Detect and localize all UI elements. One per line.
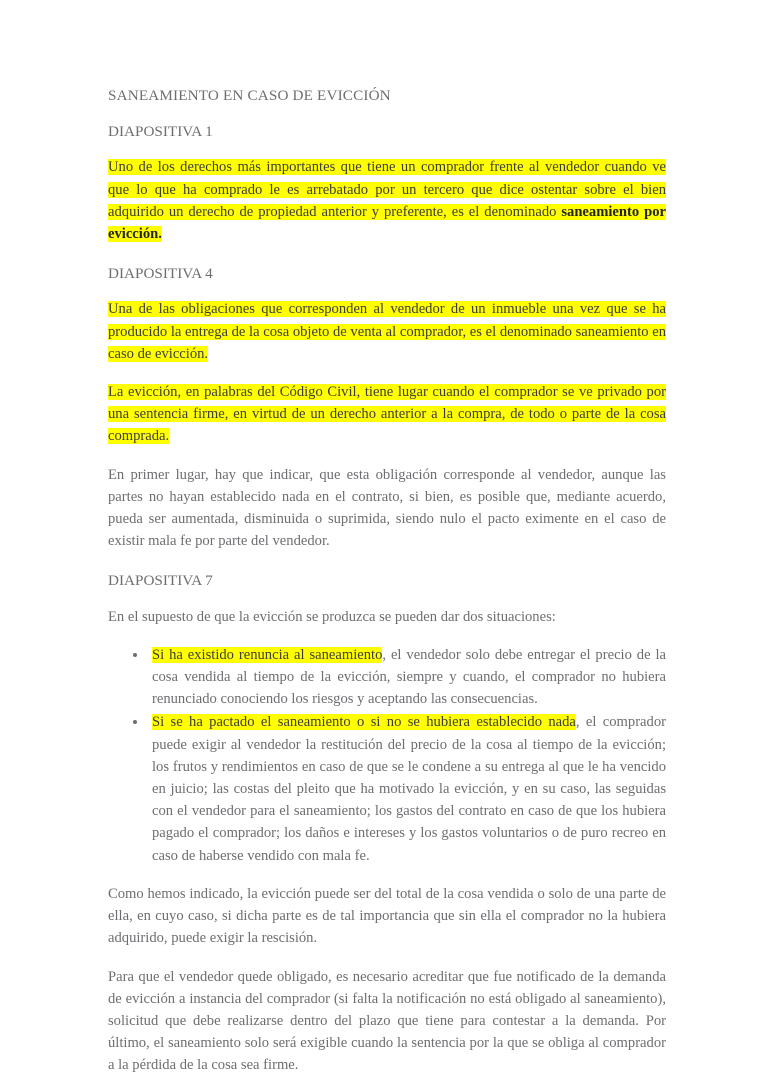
list-item — [108, 711, 666, 866]
bullet-dot-icon — [133, 720, 137, 724]
section-heading-diapositiva-7: DIAPOSITIVA 7 — [108, 572, 213, 590]
section-heading-diapositiva-1: DIAPOSITIVA 1 — [108, 123, 213, 141]
bullet-dot-icon — [133, 653, 137, 657]
paragraph-highlighted-2 — [108, 298, 666, 365]
list-item-1-text: , el vendedor solo debe entregar el precio de la cosa vendida al tiempo de la evicción, siempre y cuando, el comprador no hubiera renunciado conociendo los riesgos y aceptando las consecuencias. — [152, 646, 667, 708]
paragraph-plain-6: Como hemos indicado, la evicción puede ser del total de la cosa vendida o solo de una parte de ella, en cuyo caso, si dicha parte es de tal importancia que sin ella el comprador no la hubiera adquirido, puede exigir la rescisión. — [108, 885, 666, 947]
paragraph-1-text: Uno de los derechos más importantes que tiene un comprador frente al vendedor cuando ve que lo que ha comprado le es arrebatado por un tercero que dice ostentar sobre el bien adquirido un derecho de propiedad anterior y preferente, es el denominado — [108, 159, 666, 220]
paragraph-plain-7: Para que el vendedor quede obligado, es necesario acreditar que fue notificado de la demanda de evicción a instancia del comprador (si falta la notificación no está obligado al saneamiento), solicitud que debe realizarse dentro del plazo que tiene para contestar a la demanda. Por último, el saneamiento solo será exigible cuando la sentencia por la que se obliga al comprador a la pérdida de la cosa sea firme. — [108, 968, 666, 1074]
list-item — [108, 644, 666, 711]
paragraph-1-bold-term: saneamiento por evicción. — [108, 203, 666, 243]
paragraph-2-text: Una de las obligaciones que corresponden al vendedor de un inmueble una vez que se ha producido la entrega de la cosa objeto de venta al comprador, es el denominado saneamiento en caso de evicción. — [108, 301, 666, 362]
paragraph-intro-situaciones: En el supuesto de que la evicción se produzca se pueden dar dos situaciones: — [108, 608, 556, 625]
paragraph-highlighted-3 — [108, 381, 666, 448]
paragraph-highlighted-1 — [108, 156, 666, 245]
situations-list — [108, 644, 666, 867]
paragraph-plain-4: En primer lugar, hay que indicar, que esta obligación corresponde al vendedor, aunque las partes no hayan establecido nada en el contrato, si bien, es posible que, mediante acuerdo, pueda ser aumentada, disminuida o suprimida, siendo nulo el pacto eximente en el caso de existir mala fe por parte del vendedor. — [108, 466, 666, 550]
paragraph-3-text: La evicción, en palabras del Código Civil, tiene lugar cuando el comprador se ve privado por una sentencia firme, en virtud de un derecho anterior a la compra, de todo o parte de la cosa comprada. — [108, 384, 666, 445]
page-title: SANEAMIENTO EN CASO DE EVICCIÓN — [108, 87, 391, 104]
list-item-2-highlight: Si se ha pactado el saneamiento o si no se hubiera establecido nada — [152, 714, 576, 731]
section-heading-diapositiva-4: DIAPOSITIVA 4 — [108, 265, 213, 283]
list-item-2-text: , el comprador puede exigir al vendedor la restitución del precio de la cosa al tiempo de la evicción; los frutos y rendimientos en caso de que se le condene a su entrega al que le ha vencido en juicio; las costas del pleito que ha motivado la evicción, y en su caso, las seguidas con el vendedor para el saneamiento; los gastos del contrato en caso de que los hubiera pagado el comprador; los daños e intereses y los gastos voluntarios o de puro recreo en caso de haberse vendido con mala fe. — [152, 714, 666, 864]
list-item-1-highlight: Si ha existido renuncia al saneamiento — [152, 646, 383, 663]
